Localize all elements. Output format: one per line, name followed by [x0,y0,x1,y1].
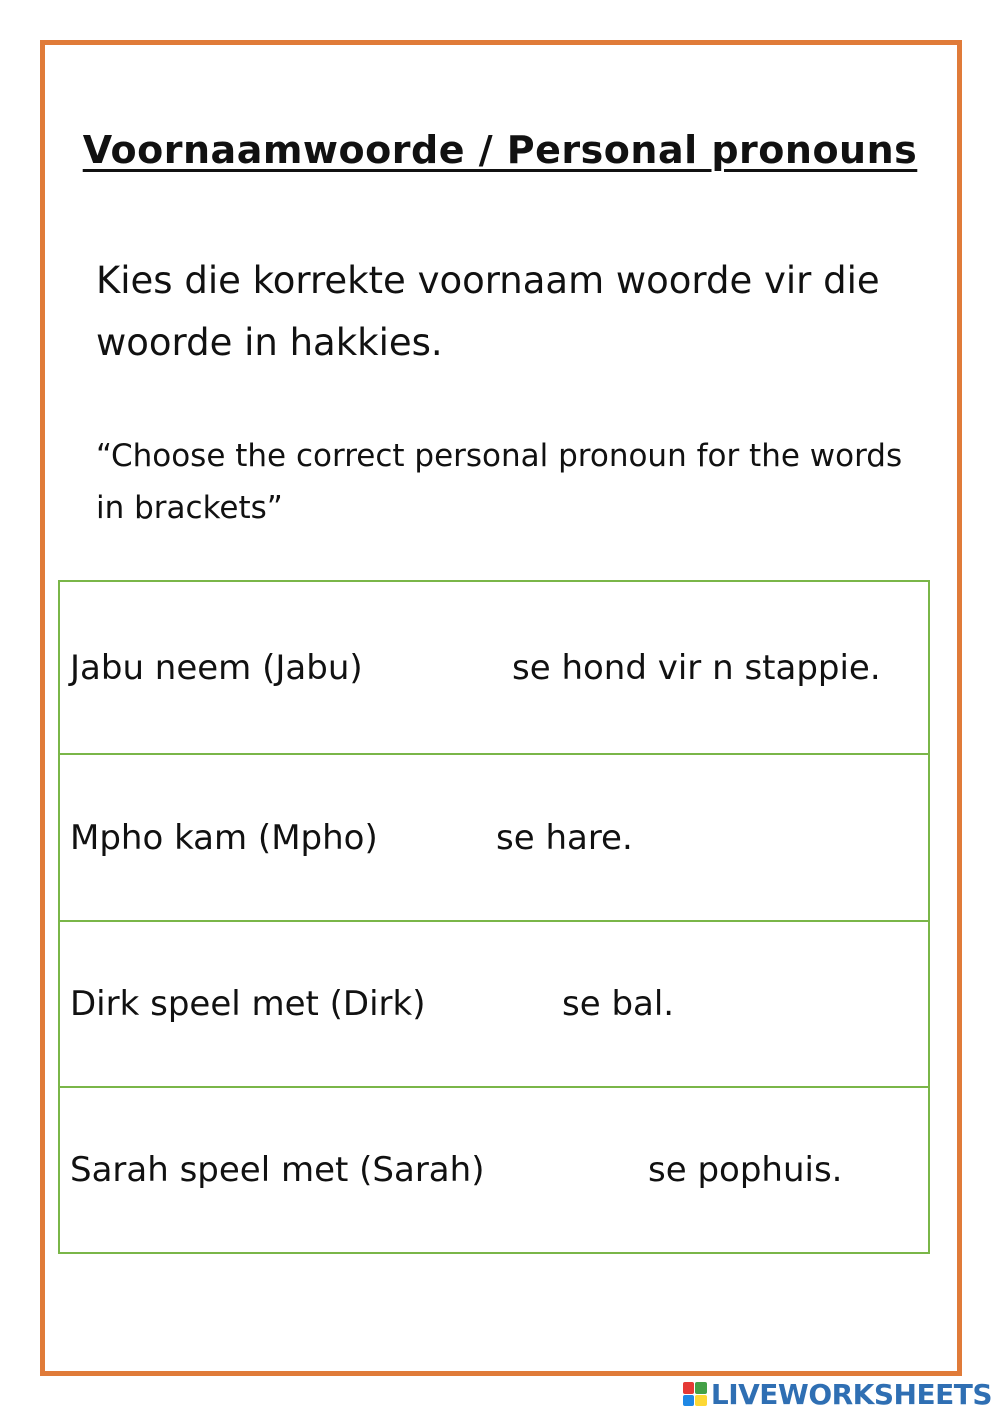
exercise-row-2 [60,753,928,920]
brand-text: LIVEWORKSHEETS [710,1377,992,1411]
liveworksheets-brand [683,1378,992,1410]
liveworksheets-logo-icon [683,1382,707,1406]
exercise-4-sentence-start: Sarah speel met (Sarah) [70,1150,485,1190]
instruction-text: Kies die korrekte voornaam woorde vir die woorde in hakkies. [96,259,880,364]
exercise-row-1 [60,582,928,753]
exercise-4-sentence-end: se pophuis. [648,1150,843,1190]
exercise-2-sentence-end: se hare. [496,817,633,858]
exercise-1-sentence-start: Jabu neem (Jabu) [70,647,363,688]
exercise-3-sentence-end: se bal. [562,984,675,1024]
logo-square-yellow [695,1395,707,1407]
logo-square-red [683,1382,695,1394]
exercise-row-4 [60,1086,928,1252]
worksheet-title [0,128,1000,172]
logo-square-blue [683,1395,695,1407]
exercise-3-sentence-start: Dirk speel met (Dirk) [70,984,426,1024]
worksheet-title-text: Voornaamwoorde / Personal pronouns [82,128,918,172]
exercise-table [58,580,930,1254]
exercise-row-3 [60,920,928,1086]
exercise-1-sentence-end: se hond vir n stappie. [512,647,881,688]
instruction-translation: “Choose the correct personal pronoun for the words in brackets” [96,438,903,526]
logo-square-green [695,1382,707,1394]
exercise-2-sentence-start: Mpho kam (Mpho) [70,817,378,858]
